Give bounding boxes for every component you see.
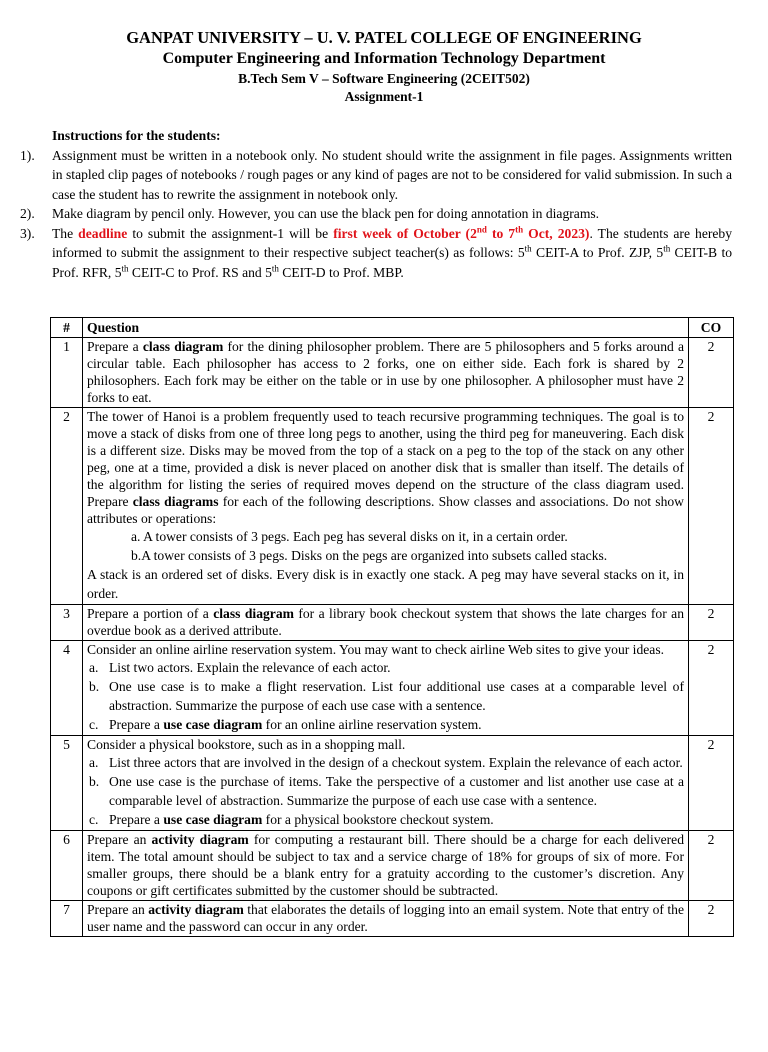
question-number: 7	[51, 901, 83, 937]
question-co: 2	[689, 831, 734, 901]
question-number: 4	[51, 641, 83, 736]
deadline-date: first week of October (2nd to 7th Oct, 2023)	[333, 223, 590, 241]
table-row	[51, 901, 734, 937]
questions-table	[50, 317, 734, 937]
question-text: Prepare an activity diagram that elaborates the details of logging into an email system. Note that entry of the user name and the password can occur in any order.	[83, 901, 689, 937]
table-row	[51, 338, 734, 408]
table-row	[51, 831, 734, 901]
header-number: #	[51, 318, 83, 338]
university-title: GANPAT UNIVERSITY – U. V. PATEL COLLEGE OF ENGINEERING	[126, 28, 642, 47]
question-co: 2	[689, 338, 734, 408]
instruction-item	[20, 204, 732, 224]
question-number: 1	[51, 338, 83, 408]
instruction-text: Make diagram by pencil only. However, you can use the black pen for doing annotation in diagrams.	[52, 206, 600, 221]
table-row	[51, 605, 734, 641]
instruction-number: 3).	[20, 225, 35, 241]
question-text: Consider an online airline reservation system. You may want to check airline Web sites to give your ideas. a. List two actors. Explain the relevance of each actor. b. One use case is to make a flight reservation. List four additional use cases at a comparable level of abstraction. Summarize the purpose of each use case with a sentence. c. Prepare a use case diagram for an online airline reservation system.	[83, 641, 689, 736]
question-text: Prepare a class diagram for the dining philosopher problem. There are 5 philosophers and 5 forks around a circular table. Each philosopher has access to 2 forks, one on either side. Each fork is shared by 2 philosophers. Each fork may be either on the table or in use by one philosopher. A philosopher must have 2 forks to eat.	[83, 338, 689, 408]
sub-question: a. List two actors. Explain the relevance of each actor.	[89, 660, 391, 675]
question-text: The tower of Hanoi is a problem frequently used to teach recursive programming techniques. The goal is to move a stack of disks from one of three long pegs to another, using the third peg for maneuvering. Each disk is a different size. Disks may be moved from the top of a stack on a peg to the top of the stack on any other peg, one at a time, provided a disk is never placed on another disk that is smaller than itself. The details of the algorithm for listing the series of required moves depend on the structure of the class diagram used. Prepare class diagrams for each of the following descriptions. Show classes and associations. Do not show attributes or operations: a. A tower consists of 3 pegs. Each peg has several disks on it, in a certain order. b.A tower consists of 3 pegs. Disks on the pegs are organized into subsets called stacks. A stack is an ordered set of disks. Every disk is in exactly one stack. A peg may have several stacks on it, in order.	[83, 408, 689, 605]
instruction-item	[20, 224, 732, 283]
instruction-text: Assignment must be written in a notebook only. No student should write the assignment in file pages. Assignments written in stapled clip pages of notebooks / rough pages or any kind of pages are not to be considered for valid submission. In such a case the student has to rewrite the assignment in notebook only.	[52, 147, 732, 202]
document-header	[0, 28, 768, 106]
table-row	[51, 736, 734, 831]
question-co: 2	[689, 408, 734, 605]
question-number: 2	[51, 408, 83, 605]
question-text: Prepare an activity diagram for computing a restaurant bill. There should be a charge for each delivered item. The total amount should be subject to tax and a service charge of 18% for groups of six of more. For smaller groups, there should be a blank entry for a gratuity according to the customer’s discretion. Any coupons or gift certificates submitted by the customer should be subtracted.	[83, 831, 689, 901]
question-tail: A stack is an ordered set of disks. Every disk is in exactly one stack. A peg may have several stacks on it, in order.	[87, 567, 684, 601]
question-co: 2	[689, 901, 734, 937]
instruction-number: 2).	[20, 206, 35, 221]
department-title: Computer Engineering and Information Technology Department	[162, 50, 606, 67]
header-co: CO	[689, 318, 734, 338]
sub-question: c. Prepare a use case diagram for an online airline reservation system.	[89, 717, 482, 732]
sub-question: b. One use case is to make a flight reservation. List four additional use cases at a comparable level of abstraction. Summarize the purpose of each use case with a sentence.	[89, 679, 684, 713]
instruction-number: 1).	[20, 147, 35, 163]
question-number: 3	[51, 605, 83, 641]
table-header-row	[51, 318, 734, 338]
sub-question: a. List three actors that are involved in the design of a checkout system. Explain the relevance of each actor.	[89, 755, 683, 770]
instruction-text-deadline: The deadline to submit the assignment-1 will be first week of October (2nd to 7th Oct, 2023). The students are hereby informed to submit the assignment to their respective subject teacher(s) as follows: 5th CEIT-A to Prof. ZJP, 5th CEIT-B to Prof. RFR, 5th CEIT-C to Prof. RS and 5th CEIT-D to Prof. MBP.	[52, 223, 733, 280]
table-row	[51, 408, 734, 605]
table-row	[51, 641, 734, 736]
sub-question: b.A tower consists of 3 pegs. Disks on the pegs are organized into subsets called stacks.	[131, 548, 608, 563]
sub-question: c. Prepare a use case diagram for a physical bookstore checkout system.	[89, 812, 494, 827]
deadline-word: deadline	[78, 225, 128, 241]
instructions-title: Instructions for the students:	[52, 128, 221, 143]
question-co: 2	[689, 641, 734, 736]
instruction-item	[20, 146, 732, 205]
header-question: Question	[83, 318, 689, 338]
assignment-page	[0, 28, 768, 1052]
question-co: 2	[689, 736, 734, 831]
question-text: Prepare a portion of a class diagram for a library book checkout system that shows the late charges for an overdue book as a derived attribute.	[83, 605, 689, 641]
course-title: B.Tech Sem V – Software Engineering (2CEIT502)	[238, 71, 530, 86]
question-co: 2	[689, 605, 734, 641]
sub-question: b. One use case is the purchase of items. Take the perspective of a customer and list another use case at a comparable level of abstraction. Summarize the purpose of each use case with a sentence.	[89, 774, 684, 808]
sub-question: a. A tower consists of 3 pegs. Each peg has several disks on it, in a certain order.	[131, 529, 568, 544]
question-number: 5	[51, 736, 83, 831]
instructions-section	[20, 126, 732, 282]
assignment-title: Assignment-1	[344, 89, 424, 104]
question-number: 6	[51, 831, 83, 901]
question-text: Consider a physical bookstore, such as in a shopping mall. a. List three actors that are involved in the design of a checkout system. Explain the relevance of each actor. b. One use case is the purchase of items. Take the perspective of a customer and list another use case at a comparable level of abstraction. Summarize the purpose of each use case with a sentence. c. Prepare a use case diagram for a physical bookstore checkout system.	[83, 736, 689, 831]
